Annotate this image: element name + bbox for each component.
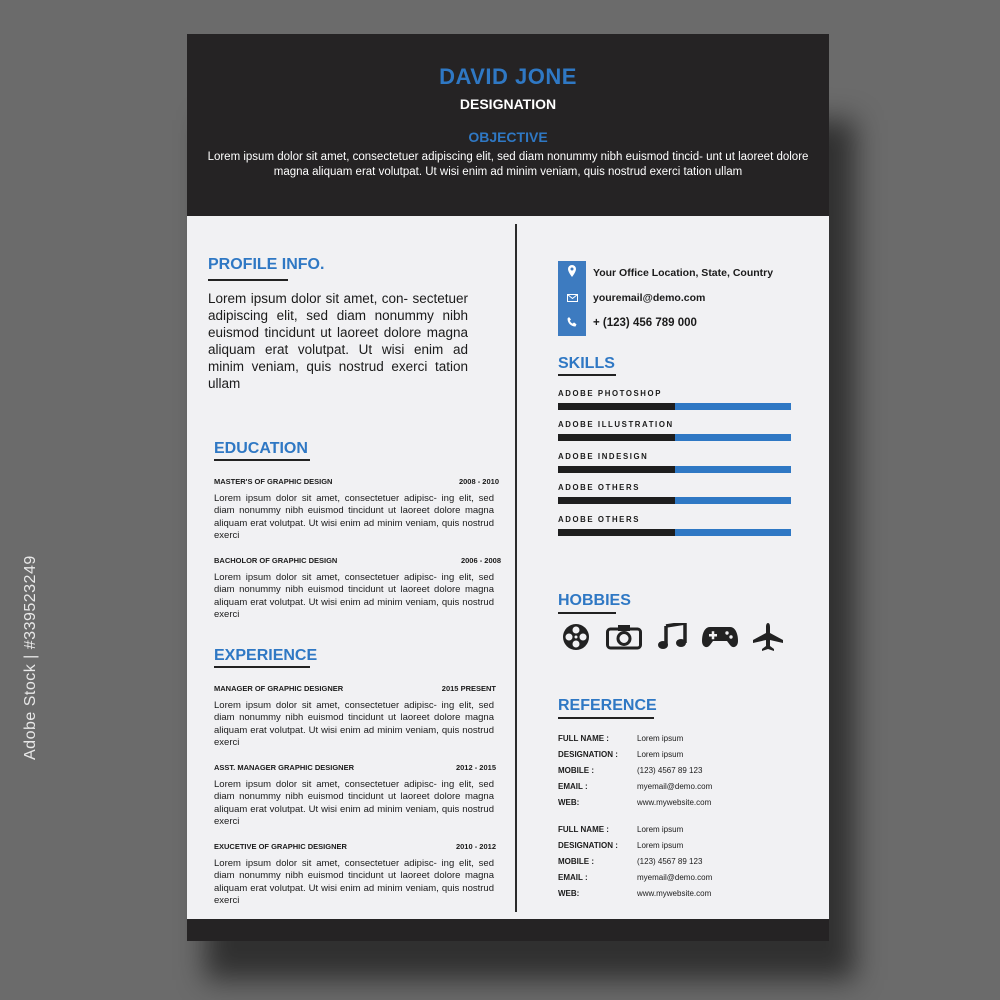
entry-date: 2008 - 2010	[458, 477, 499, 486]
mail-icon	[558, 286, 586, 311]
education-title: EDUCATION	[214, 440, 308, 457]
profile-title: PROFILE INFO.	[208, 256, 325, 273]
reference-title: REFERENCE	[558, 697, 657, 714]
contact-email: youremail@demo.com	[593, 292, 706, 304]
reference-key: MOBILE :	[558, 766, 594, 775]
resume-footer	[187, 919, 829, 941]
entry-role: MANAGER OF GRAPHIC DESIGNER	[214, 684, 344, 693]
skill-item	[558, 420, 791, 441]
reference-value: Lorem ipsum	[637, 841, 684, 850]
reference-key: MOBILE :	[558, 857, 594, 866]
reference-key: WEB:	[558, 889, 580, 898]
reference-value: (123) 4567 89 123	[637, 766, 703, 775]
entry-description: Lorem ipsum dolor sit amet, consectetuer adipisc- ing elit, sed diam nonummy nibh euismod tincidunt ut laoreet dolore magna aliquam erat volutpat. Ut wisi enim ad minim veniam, quis nostrud exerci	[214, 858, 494, 907]
hobbies-title-underline	[558, 612, 616, 614]
entry-description: Lorem ipsum dolor sit amet, consectetuer adipisc- ing elit, sed diam nonummy nibh euismod tincidunt ut laoreet dolore magna aliquam erat volutpat. Ut wisi enim ad minim veniam, quis nostrud exerci	[214, 572, 494, 621]
entry-role: BACHOLOR OF GRAPHIC DESIGN	[214, 556, 338, 565]
skill-item	[558, 515, 791, 536]
skills-title-underline	[558, 374, 616, 376]
entry-date: 2012 - 2015	[455, 763, 496, 772]
experience-title-underline	[214, 666, 310, 668]
education-entry	[214, 477, 499, 543]
resume-page	[187, 34, 829, 941]
music-note-icon	[654, 622, 690, 652]
skill-label: ADOBE OTHERS	[558, 483, 641, 492]
contact-location: Your Office Location, State, Country	[593, 267, 774, 279]
entry-role: MASTER'S OF GRAPHIC DESIGN	[214, 477, 333, 486]
entry-date: 2010 - 2012	[455, 842, 496, 851]
skill-label: ADOBE OTHERS	[558, 515, 641, 524]
hobbies-title: HOBBIES	[558, 592, 631, 609]
experience-entry	[214, 763, 494, 829]
reference-value: (123) 4567 89 123	[637, 857, 703, 866]
candidate-designation: DESIGNATION	[459, 96, 557, 112]
reference-key: EMAIL :	[558, 873, 588, 882]
skill-item	[558, 389, 791, 410]
experience-entry	[214, 684, 494, 750]
hobbies-icons	[558, 622, 786, 652]
skills-title: SKILLS	[558, 355, 615, 372]
skill-label: ADOBE ILLUSTRATION	[558, 420, 674, 429]
skill-bar	[558, 466, 791, 473]
education-title-underline	[214, 459, 310, 461]
profile-text: Lorem ipsum dolor sit amet, con- sectetuer adipiscing elit, sed diam nonummy nibh euismod tincidunt ut laoreet dolore magna aliquam erat volutpat. Ut wisi enim ad minim veniam, quis nostrud exerci tation ullam	[208, 291, 468, 391]
reference-key: DESIGNATION :	[558, 750, 618, 759]
reference-key: FULL NAME :	[558, 734, 609, 743]
skill-label: ADOBE INDESIGN	[558, 452, 649, 461]
stock-id-watermark: Adobe Stock | #339523249	[22, 555, 39, 760]
reference-value: Lorem ipsum	[637, 825, 684, 834]
entry-description: Lorem ipsum dolor sit amet, consectetuer adipisc- ing elit, sed diam nonummy nibh euismod tincidunt ut laoreet dolore magna aliquam erat volutpat. Ut wisi enim ad minim veniam, quis nostrud exerci	[214, 493, 494, 542]
entry-description: Lorem ipsum dolor sit amet, consectetuer adipisc- ing elit, sed diam nonummy nibh euismod tincidunt ut laoreet dolore magna aliquam erat volutpat. Ut wisi enim ad minim veniam, quis nostrud exerci	[214, 779, 494, 828]
objective-title: OBJECTIVE	[468, 129, 548, 145]
entry-role: EXUCETIVE OF GRAPHIC DESIGNER	[214, 842, 347, 851]
gamepad-icon	[702, 622, 738, 652]
skill-bar	[558, 403, 791, 410]
entry-role: ASST. MANAGER GRAPHIC DESIGNER	[214, 763, 355, 772]
reference-key: EMAIL :	[558, 782, 588, 791]
reference-value: Lorem ipsum	[637, 734, 684, 743]
skill-bar	[558, 497, 791, 504]
contact-phone: + (123) 456 789 000	[593, 317, 697, 329]
skill-bar-fill	[558, 403, 675, 410]
skill-bar-fill	[558, 466, 675, 473]
skill-bar-fill	[558, 434, 675, 441]
contact-icon-bar	[558, 261, 586, 336]
location-pin-icon	[558, 261, 586, 286]
objective-text: Lorem ipsum dolor sit amet, consectetuer adipiscing elit, sed diam nonummy nibh euismod tincid- unt ut laoreet dolore magna aliquam erat volutpat. Ut wisi enim ad minim veniam, quis nostrud exerci tation ullam	[207, 151, 809, 178]
skill-bar	[558, 434, 791, 441]
skill-item	[558, 452, 791, 473]
entry-description: Lorem ipsum dolor sit amet, consectetuer adipisc- ing elit, sed diam nonummy nibh euismod tincidunt ut laoreet dolore magna aliquam erat volutpat. Ut wisi enim ad minim veniam, quis nostrud exerci	[214, 700, 494, 749]
skill-bar-fill	[558, 529, 675, 536]
airplane-icon	[750, 622, 786, 652]
reference-key: FULL NAME :	[558, 825, 609, 834]
reference-value: Lorem ipsum	[637, 750, 684, 759]
skill-label: ADOBE PHOTOSHOP	[558, 389, 663, 398]
reference-value: myemail@demo.com	[637, 782, 713, 791]
experience-entry	[214, 842, 494, 908]
skill-bar-fill	[558, 497, 675, 504]
skill-item	[558, 483, 791, 504]
education-entry	[214, 556, 501, 622]
reference-value: myemail@demo.com	[637, 873, 713, 882]
reference-value: www.mywebsite.com	[637, 889, 712, 898]
entry-date: 2015 PRESENT	[441, 684, 496, 693]
film-reel-icon	[558, 622, 594, 652]
skill-bar	[558, 529, 791, 536]
profile-title-underline	[208, 279, 288, 281]
reference-title-underline	[558, 717, 654, 719]
experience-title: EXPERIENCE	[214, 647, 318, 664]
entry-date: 2006 - 2008	[460, 556, 501, 565]
column-divider	[515, 224, 517, 912]
reference-key: WEB:	[558, 798, 580, 807]
candidate-name: DAVID JONE	[439, 64, 577, 89]
camera-icon	[606, 622, 642, 652]
reference-value: www.mywebsite.com	[637, 798, 712, 807]
resume-header	[187, 34, 829, 216]
reference-key: DESIGNATION :	[558, 841, 618, 850]
phone-icon	[558, 311, 586, 336]
